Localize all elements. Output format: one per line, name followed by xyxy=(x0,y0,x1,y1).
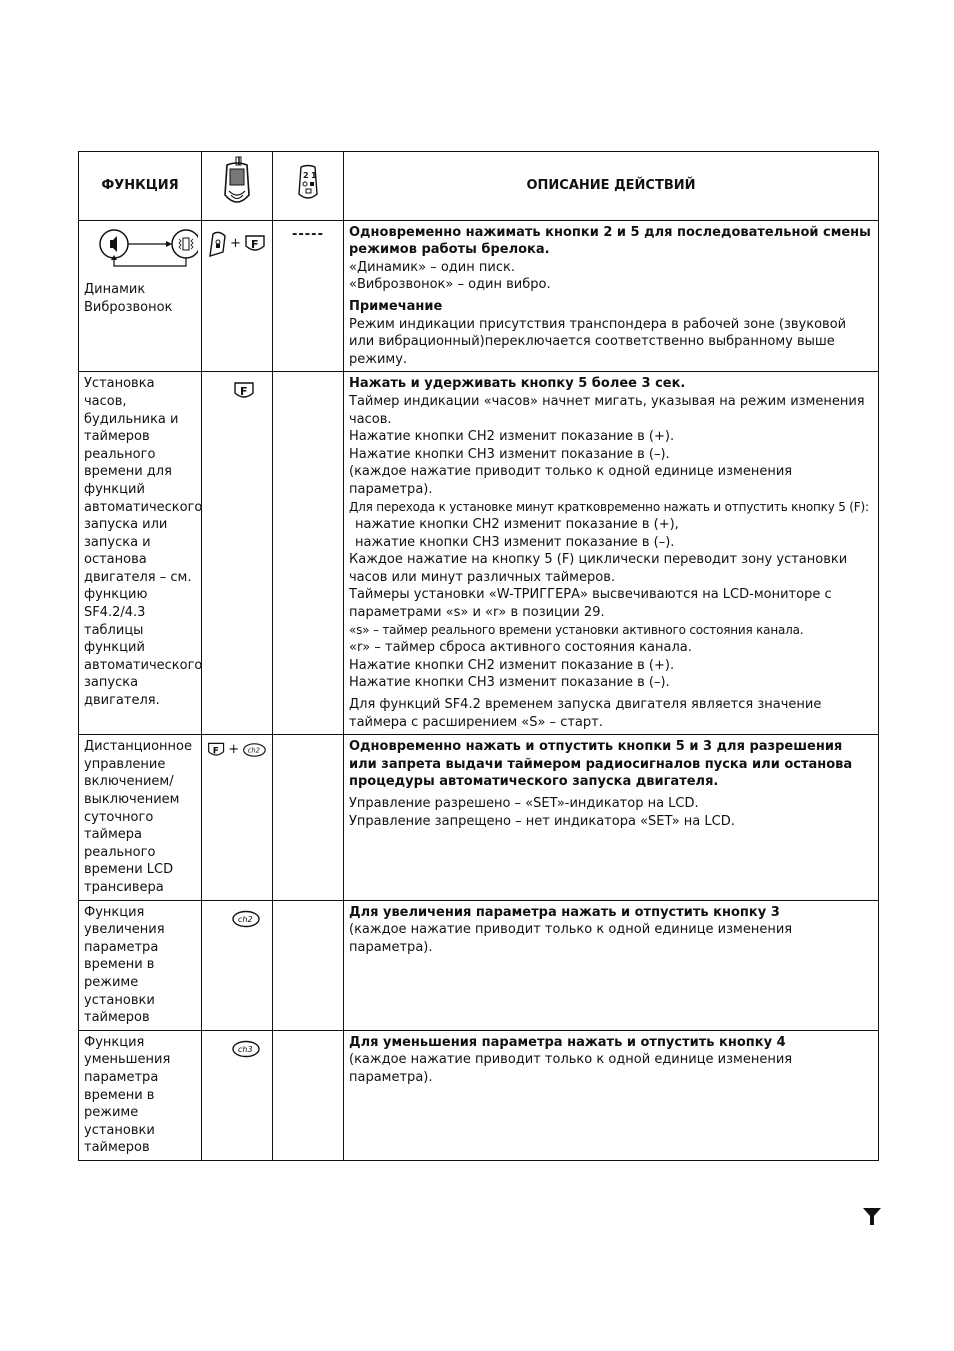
svg-text:1: 1 xyxy=(311,171,317,180)
function-cell xyxy=(79,372,202,735)
transceiver-buttons-cell xyxy=(202,372,273,735)
description-line: Нажатие кнопки CH2 изменит показание в (+). xyxy=(349,429,675,445)
description-line: «s» – таймер реального времени установки активного состояния канала. xyxy=(349,622,804,637)
note-heading: Примечание xyxy=(349,298,443,314)
plus-sign: + xyxy=(228,742,240,758)
plus-sign: + xyxy=(230,235,241,251)
function-cell xyxy=(79,735,202,900)
description-line: Для увеличения параметра нажать и отпустить кнопку 3 xyxy=(349,904,780,920)
button-ch3-icon xyxy=(231,1040,261,1058)
keyfob-remote-icon xyxy=(295,164,321,202)
button-f-icon xyxy=(207,740,225,760)
transceiver-remote-icon xyxy=(221,155,253,211)
description-line: Для перехода к установке минут кратковременно нажать и отпустить кнопку 5 (F): xyxy=(349,499,869,514)
description-line: Нажатие кнопки CH2 изменит показание в (+). xyxy=(349,657,675,673)
function-text: Динамик Виброзвонок xyxy=(84,282,173,315)
description-line: (каждое нажатие приводит только к одной единице изменения параметра). xyxy=(349,1052,793,1085)
function-text: Дистанционное управление включением/ выключением суточного таймера реального времени LCD трансивера xyxy=(84,739,192,895)
svg-text:F: F xyxy=(240,385,248,399)
description-line: Каждое нажатие на кнопку 5 (F) циклически переводит зону установки часов или минут различных таймеров. xyxy=(349,552,848,585)
no-action-dashes: ----- xyxy=(292,226,324,242)
svg-text:F: F xyxy=(212,746,220,757)
description-cell xyxy=(344,900,879,1030)
description-cell xyxy=(344,735,879,900)
description-line: Режим индикации присутствия транспондера в рабочей зоне (звуковой или вибрационный)переключается соответственно выбранному выше режиму. xyxy=(349,316,847,367)
description-line: Нажать и удерживать кнопку 5 более 3 сек. xyxy=(349,376,686,392)
description-cell xyxy=(344,372,879,735)
description-line: Для уменьшения параметра нажать и отпустить кнопку 4 xyxy=(349,1034,786,1050)
transceiver-buttons-cell xyxy=(202,735,273,900)
functions-table xyxy=(78,151,879,1161)
description-line: Управление разрешено – «SET»-индикатор на LCD. xyxy=(349,796,699,811)
description-line: Таймер индикации «часов» начнет мигать, указывая на режим изменения часов. xyxy=(349,393,865,427)
mode-cycle-diagram xyxy=(98,228,198,270)
button-f-icon xyxy=(233,381,255,401)
keyfob-buttons-cell xyxy=(273,1030,344,1160)
function-text: Установка часов, будильника и таймеров реального времени для функций автоматического запуска или запуска и остановa двигателя – см. функцию SF4.2/4.3 таблицы функций автоматического запуска двигателя. xyxy=(84,376,203,709)
header-transceiver xyxy=(202,152,273,221)
description-line: «Динамик» – один писк. xyxy=(349,259,515,275)
button-ch2-icon xyxy=(242,741,267,759)
description-line: (каждое нажатие приводит только к одной единице изменения параметра). xyxy=(349,464,793,497)
button-ch2-icon xyxy=(231,910,261,928)
description-line: «Виброзвонок» – один вибро. xyxy=(349,277,551,293)
function-text: Функция увеличения параметра времени в режиме установки таймеров xyxy=(84,904,165,1026)
description-line: «r» – таймер сброса активного состояния канала. xyxy=(349,640,692,656)
vibration-icon xyxy=(172,230,198,258)
function-text: Функция уменьшения параметра времени в режиме установки таймеров xyxy=(84,1034,171,1156)
svg-text:ch2: ch2 xyxy=(238,914,253,924)
svg-text:F: F xyxy=(250,237,259,251)
function-cell xyxy=(79,900,202,1030)
table-row xyxy=(79,735,879,900)
description-cell xyxy=(344,1030,879,1160)
transceiver-buttons-cell xyxy=(202,900,273,1030)
keyfob-buttons-cell xyxy=(273,220,344,372)
table-header-row xyxy=(79,152,879,221)
description-line: Управление запрещено – нет индикатора «SET» на LCD. xyxy=(349,813,735,829)
description-line: Для функций SF4.2 временем запуска двигателя является значение таймера с расширением «S» – старт. xyxy=(349,697,822,730)
button-2-icon xyxy=(207,230,227,258)
button-f-icon xyxy=(244,234,266,254)
description-line: нажатие кнопки CH3 изменит показание в (–). xyxy=(355,534,675,550)
table-row xyxy=(79,900,879,1030)
function-cell xyxy=(79,220,202,372)
description-line: Таймеры установки «W-ТРИГГЕРА» высвечиваются на LCD-мониторе с параметрами «s» и «r» в позиции 29. xyxy=(349,587,832,621)
funnel-icon xyxy=(862,1206,882,1226)
header-keyfob xyxy=(273,152,344,221)
description-line: (каждое нажатие приводит только к одной единице изменения параметра). xyxy=(349,922,793,955)
header-description: ОПИСАНИЕ ДЕЙСТВИЙ xyxy=(344,152,879,221)
description-line: Нажатие кнопки CH3 изменит показание в (–). xyxy=(349,675,670,691)
transceiver-buttons-cell xyxy=(202,220,273,372)
description-line: Одновременно нажимать кнопки 2 и 5 для последовательной смены режимов работы брелока. xyxy=(349,224,871,258)
table-row xyxy=(79,220,879,372)
keyfob-buttons-cell xyxy=(273,900,344,1030)
table-row xyxy=(79,1030,879,1160)
keyfob-buttons-cell xyxy=(273,735,344,900)
transceiver-buttons-cell xyxy=(202,1030,273,1160)
svg-text:ch3: ch3 xyxy=(238,1044,253,1054)
table-row xyxy=(79,372,879,735)
header-function: ФУНКЦИЯ xyxy=(79,152,202,221)
description-cell xyxy=(344,220,879,372)
description-line: нажатие кнопки CH2 изменит показание в (+), xyxy=(355,517,679,533)
svg-text:ch2: ch2 xyxy=(247,746,260,755)
keyfob-buttons-cell xyxy=(273,372,344,735)
svg-text:2: 2 xyxy=(303,171,309,180)
function-cell xyxy=(79,1030,202,1160)
description-line: Одновременно нажать и отпустить кнопки 5 и 3 для разрешения или запрета выдачи таймером радиосигналов пуска или останова процедуры автоматического запуска двигателя. xyxy=(349,739,853,790)
description-line: Нажатие кнопки CH3 изменит показание в (–). xyxy=(349,446,670,462)
